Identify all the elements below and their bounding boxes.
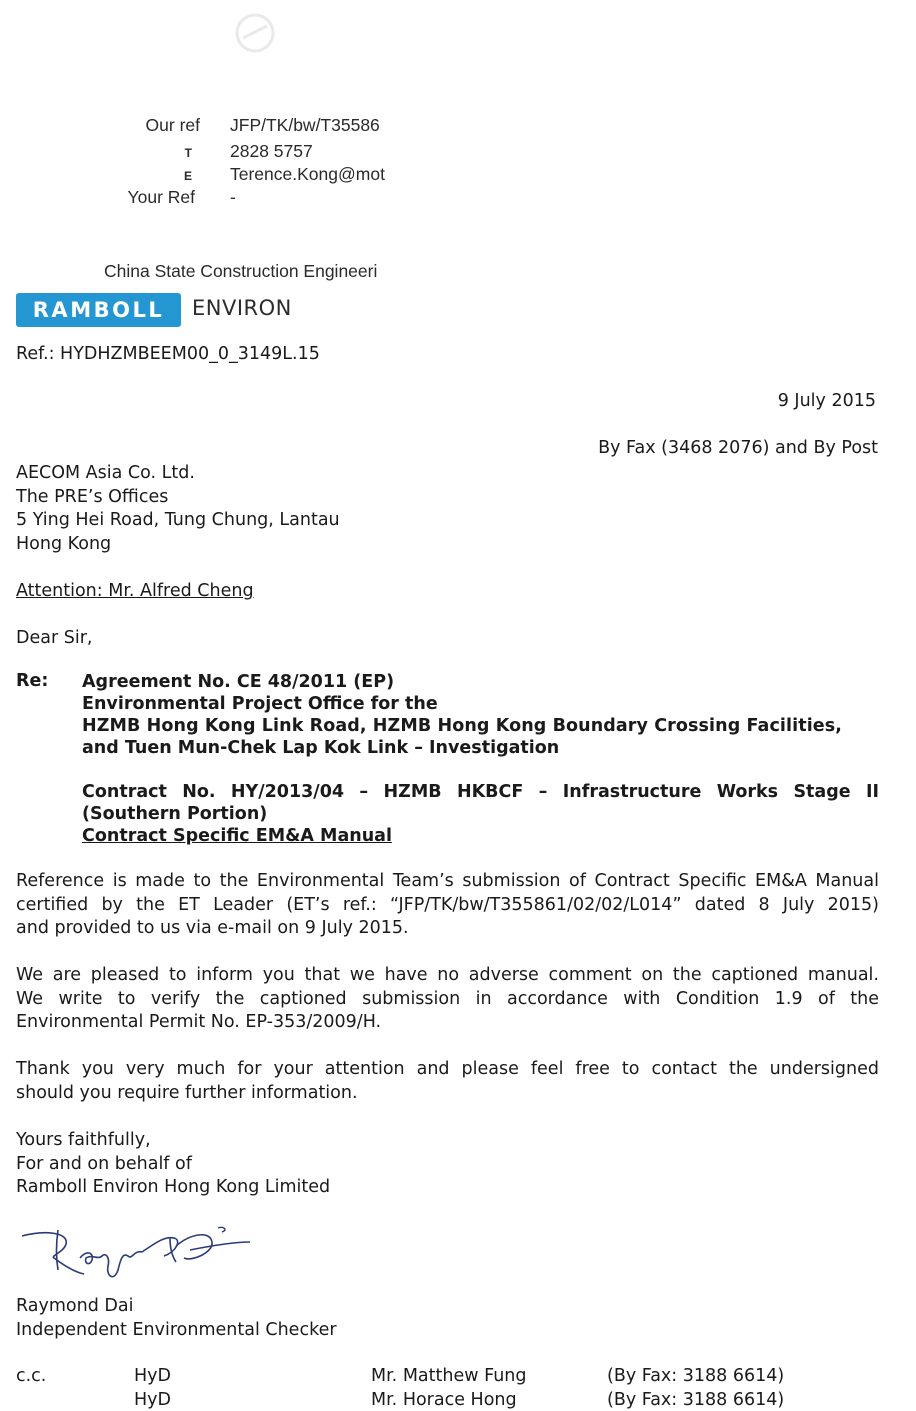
paragraph-line: certified by the ET Leader (ET’s ref.: “JFP/TK/bw/T355861/02/02/L014” dated 8 July 2015) (16, 894, 879, 915)
salutation: Dear Sir, (16, 628, 93, 648)
cc-person: Mr. Matthew Fung (371, 1366, 527, 1386)
your-ref-label: Your Ref (127, 187, 195, 207)
contract-line: (Southern Portion) (82, 804, 268, 824)
re-line: Environmental Project Office for the (82, 694, 438, 714)
paragraph-line: Environmental Permit No. EP-353/2009/H. (16, 1012, 382, 1032)
cc-fax: (By Fax: 3188 6614) (607, 1366, 785, 1386)
letter-date: 9 July 2015 (777, 391, 876, 411)
our-ref-label: Our ref (145, 115, 200, 135)
re-subject (82, 671, 879, 759)
re-line: HZMB Hong Kong Link Road, HZMB Hong Kong Boundary Crossing Facilities, (82, 716, 843, 736)
paragraph-no-comment (16, 964, 879, 1035)
ramboll-logo: RAMBOLL (16, 293, 181, 327)
paragraph-line: We are pleased to inform you that we have no adverse comment on the captioned manual. (16, 965, 879, 985)
address-line-3: 5 Ying Hei Road, Tung Chung, Lantau (16, 510, 340, 530)
address-line-4: Hong Kong (16, 534, 112, 554)
paragraph-line: and provided to us via e-mail on 9 July 2015. (16, 918, 409, 938)
re-label: Re: (16, 671, 49, 691)
paragraph-line: Reference is made to the Environmental Team’s submission of Contract Specific EM&A Manual (16, 871, 879, 891)
contract-subject (82, 781, 879, 847)
signer-title: Independent Environmental Checker (16, 1320, 337, 1340)
signer-name: Raymond Dai (16, 1296, 134, 1316)
paragraph-line: Thank you very much for your attention and please feel free to contact the undersigned (16, 1059, 879, 1079)
our-ref-value: JFP/TK/bw/T35586 (230, 115, 380, 135)
cc-person: Mr. Horace Hong (371, 1390, 517, 1410)
attention-line: Attention: Mr. Alfred Cheng (16, 581, 254, 601)
cc-label: c.c. (16, 1366, 47, 1386)
re-line: Agreement No. CE 48/2011 (EP) (82, 672, 395, 692)
email-label: E (183, 169, 193, 183)
fragment-recipient: China State Construction Engineeri (104, 261, 378, 281)
closing-line-3: Ramboll Environ Hong Kong Limited (16, 1177, 331, 1197)
telephone-label: T (184, 146, 193, 160)
cc-fax: (By Fax: 3188 6614) (607, 1390, 785, 1410)
faint-watermark-mark (225, 8, 285, 58)
telephone-value: 2828 5757 (230, 141, 313, 161)
paragraph-line: We write to verify the captioned submission in accordance with Condition 1.9 of the (16, 988, 879, 1009)
your-ref-value: - (230, 187, 236, 207)
closing-line-1: Yours faithfully, (16, 1130, 151, 1150)
environ-logo-text: ENVIRON (192, 296, 292, 320)
address-line-2: The PRE’s Offices (16, 487, 169, 507)
address-line-1: AECOM Asia Co. Ltd. (16, 463, 195, 483)
contract-line: Contract No. HY/2013/04 – HZMB HKBCF – Infrastructure Works Stage II (82, 782, 879, 802)
paragraph-line: should you require further information. (16, 1082, 358, 1103)
re-line: and Tuen Mun-Chek Lap Kok Link – Investigation (82, 738, 560, 758)
paragraph-reference (16, 870, 879, 941)
letter-ref: Ref.: HYDHZMBEEM00_0_3149L.15 (16, 344, 320, 364)
paragraph-thanks (16, 1058, 879, 1105)
handwritten-signature (14, 1222, 254, 1284)
email-value: Terence.Kong@mot (230, 164, 385, 184)
cc-org: HyD (134, 1366, 171, 1386)
cc-org: HyD (134, 1390, 171, 1410)
delivery-method: By Fax (3468 2076) and By Post (598, 438, 878, 458)
contract-subject-title: Contract Specific EM&A Manual (82, 826, 392, 846)
closing-line-2: For and on behalf of (16, 1154, 192, 1174)
